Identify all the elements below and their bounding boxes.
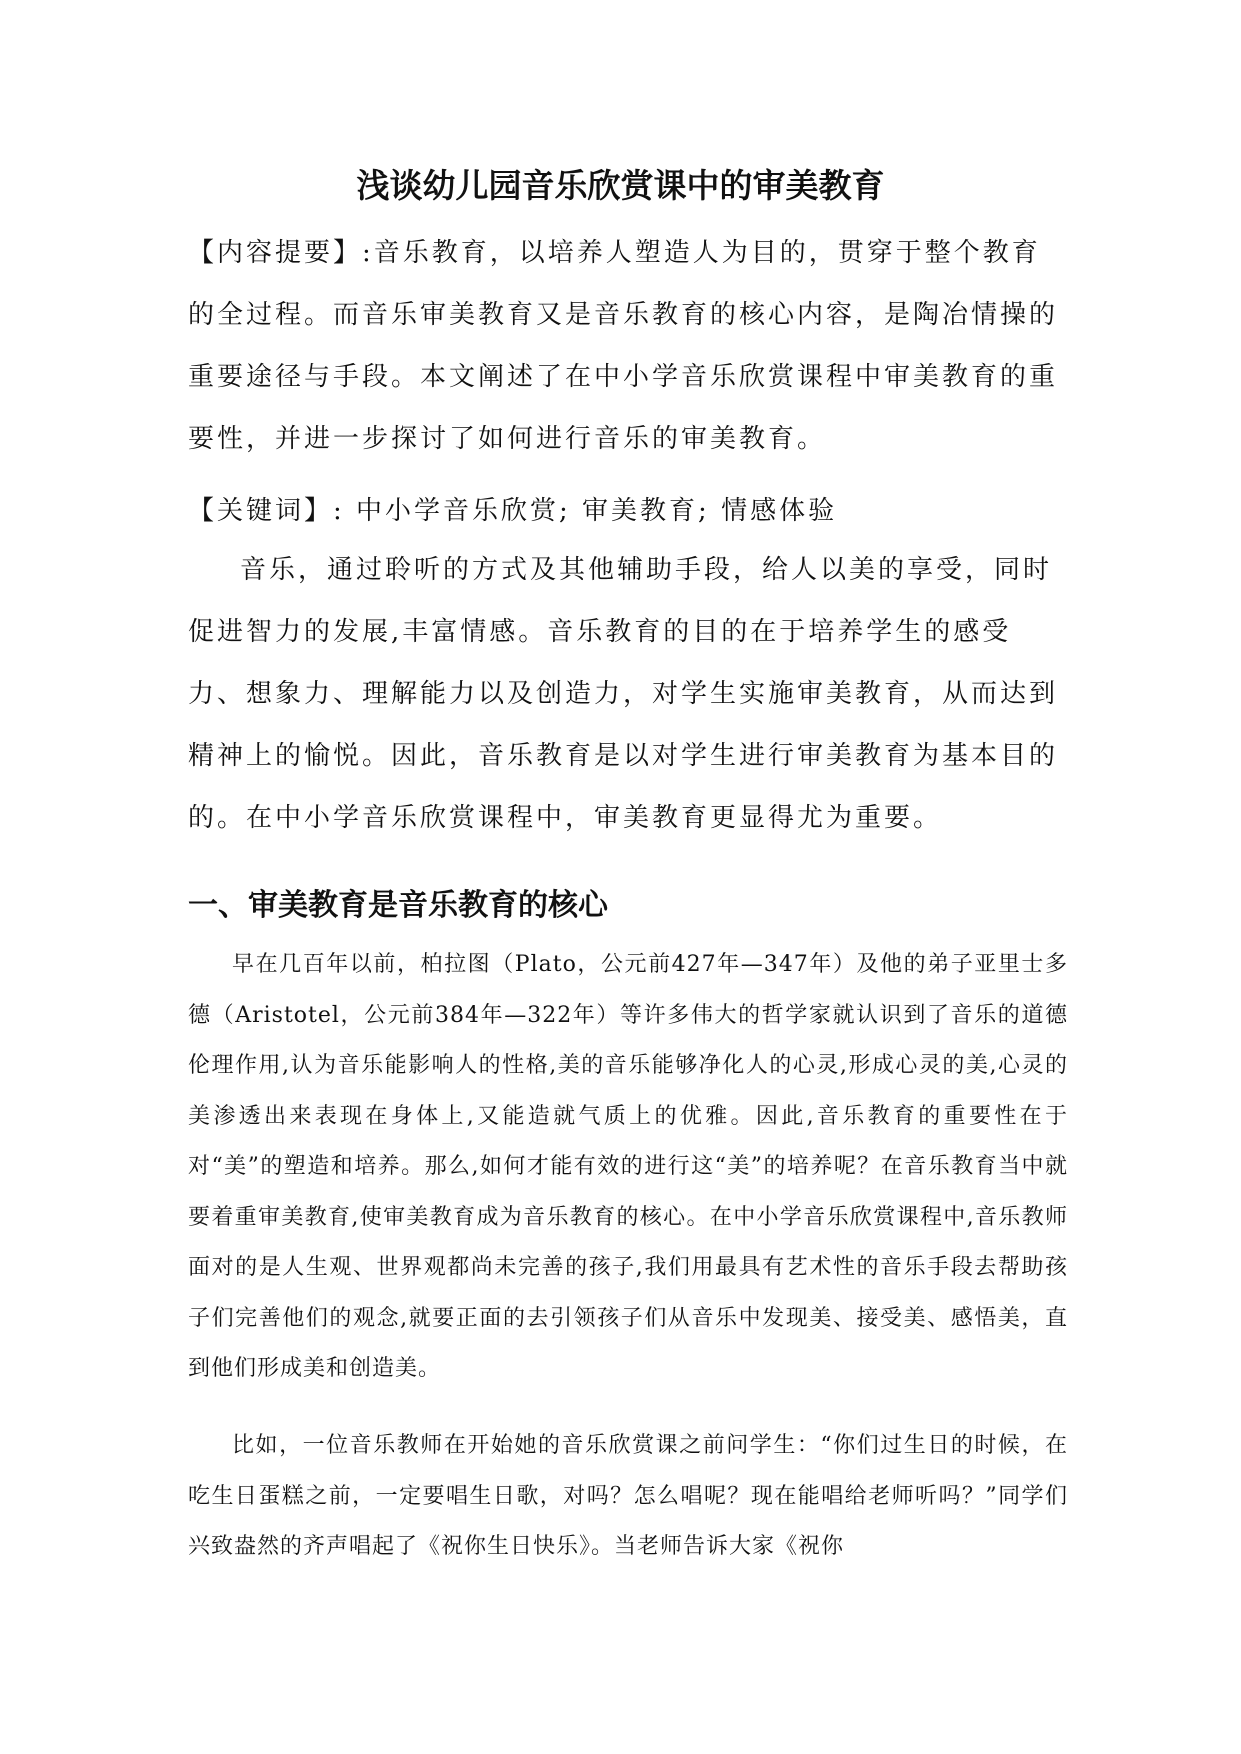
keywords-label: 【关键词】: bbox=[188, 496, 345, 526]
section-heading: 一、审美教育是音乐教育的核心 bbox=[188, 888, 608, 923]
abstract-label: 【内容提要】: bbox=[188, 238, 374, 268]
body-paragraph-1: 早在几百年以前，柏拉图（Plato，公元前427年—347年）及他的弟子亚里士多德（Aristotel，公元前384年—322年）等许多伟大的哲学家就认识到了音乐的道德伦理作用,认为音乐能影响人的性格,美的音乐能够净化人的心灵,形成心灵的美,心灵的美渗透出来表现在身体上,又能造就气质上的优雅。因此,音乐教育的重要性在于对“美”的塑造和培养。那么,如何才能有效的进行这“美”的培养呢？在音乐教育当中就要着重审美教育,使审美教育成为音乐教育的核心。在中小学音乐欣赏课程中,音乐教师面对的是人生观、世界观都尚未完善的孩子,我们用最具有艺术性的音乐手段去帮助孩子们完善他们的观念,就要正面的去引领孩子们从音乐中发现美、接受美、感悟美，直到他们形成美和创造美。 bbox=[188, 952, 1068, 1381]
keywords-paragraph bbox=[188, 480, 1068, 542]
abstract-paragraph bbox=[188, 222, 1068, 470]
keywords-text: 中小学音乐欣赏; 审美教育; 情感体验 bbox=[356, 496, 838, 526]
intro-paragraph: 音乐，通过聆听的方式及其他辅助手段，给人以美的享受，同时促进智力的发展,丰富情感。音乐教育的目的在于培养学生的感受力、想象力、理解能力以及创造力，对学生实施审美教育，从而达到精神上的愉悦。因此，音乐教育是以对学生进行审美教育为基本目的的。在中小学音乐欣赏课程中，审美教育更显得尤为重要。 bbox=[188, 555, 1059, 833]
document-title: 浅谈幼儿园音乐欣赏课中的审美教育 bbox=[356, 166, 885, 205]
body-paragraph-2: 比如，一位音乐教师在开始她的音乐欣赏课之前问学生：“你们过生日的时候，在吃生日蛋糕之前，一定要唱生日歌，对吗？怎么唱呢？现在能唱给老师听吗？”同学们兴致盎然的齐声唱起了《祝你生日快乐》。当老师告诉大家《祝你 bbox=[188, 1433, 1068, 1559]
abstract-text: 音乐教育，以培养人塑造人为目的，贯穿于整个教育的全过程。而音乐审美教育又是音乐教育的核心内容，是陶冶情操的重要途径与手段。本文阐述了在中小学音乐欣赏课程中审美教育的重要性，并进一步探讨了如何进行音乐的审美教育。 bbox=[188, 238, 1059, 454]
